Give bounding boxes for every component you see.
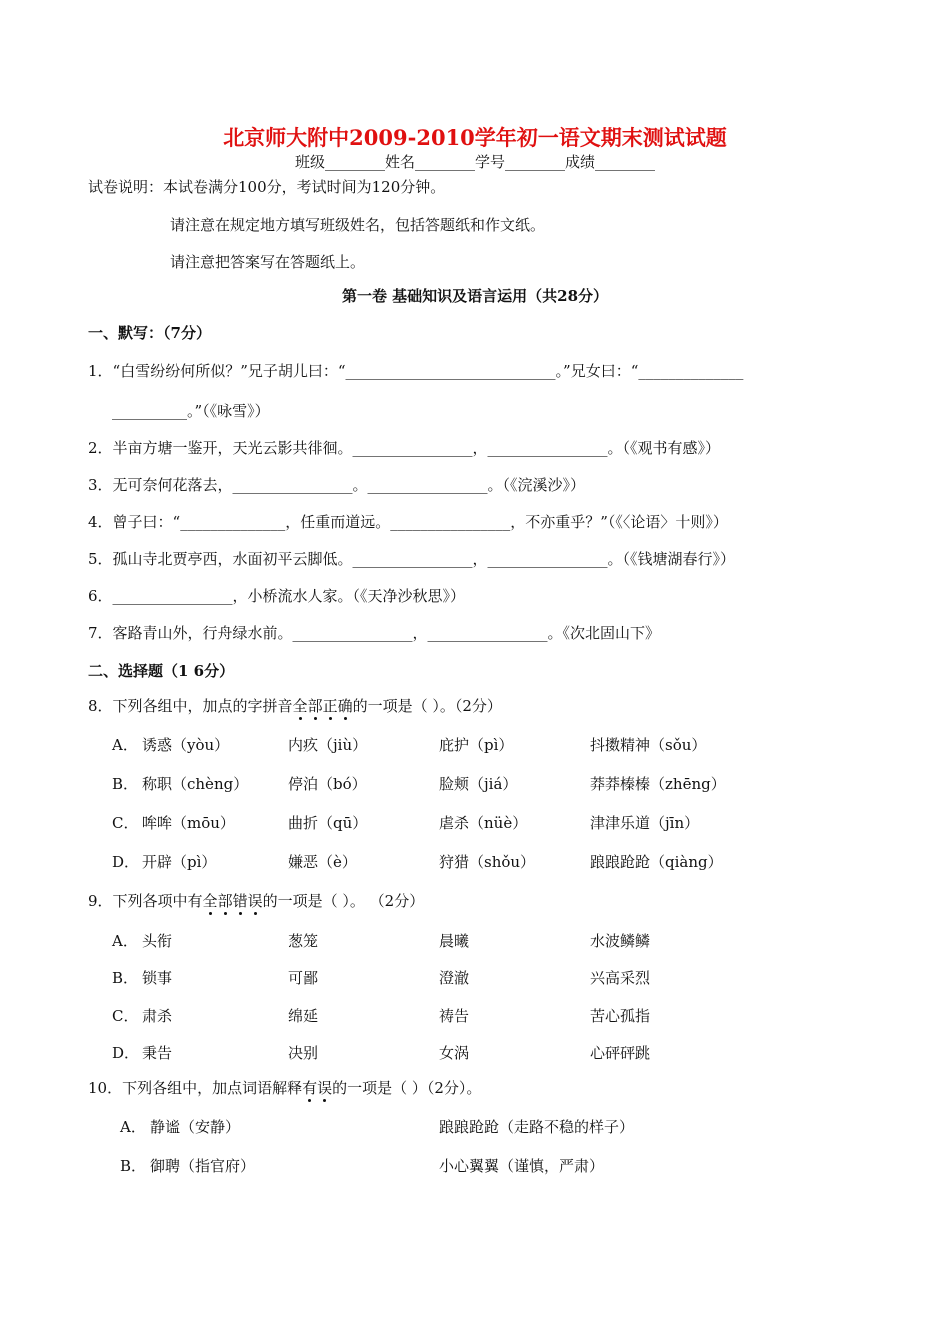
- option-item: 开辟（pì）: [142, 853, 217, 871]
- dotted-char: 错: [232, 892, 248, 910]
- section1-heading: 一、默写：（7分）: [88, 324, 211, 342]
- question-8-prefix: 8．下列各组中，加点的字拼音: [88, 697, 293, 715]
- option-item: 抖擞精神（sǒu）: [590, 736, 707, 754]
- option-item: 晨曦: [439, 932, 470, 950]
- option-item: 诱惑（yòu）: [142, 736, 230, 754]
- question-10-suffix: 的一项是（ ）（2分）。: [332, 1079, 482, 1097]
- dotted-char: 误: [247, 892, 263, 910]
- option-item: 女涡: [439, 1044, 470, 1062]
- option-item: 心砰砰跳: [590, 1044, 651, 1062]
- option-item: 静谧（安静）: [150, 1118, 241, 1136]
- dotted-char: 确: [337, 697, 353, 715]
- dotted-char: 正: [322, 697, 338, 715]
- option-item: 御聘（指官府）: [150, 1157, 256, 1175]
- option-item: 祷告: [439, 1007, 470, 1025]
- option-item: 苦心孤指: [590, 1007, 651, 1025]
- option-item: 可鄙: [288, 969, 319, 987]
- option-item: 秉告: [142, 1044, 173, 1062]
- volume-title: 第一卷 基础知识及语言运用（共28分）: [341, 287, 609, 305]
- section2-heading: 二、选择题（1 6分）: [88, 662, 235, 680]
- option-label: C．: [112, 1007, 139, 1025]
- question-9-suffix: 的一项是（ ）。 （2分）: [262, 892, 425, 910]
- option-item: 哞哞（mōu）: [142, 814, 235, 832]
- dotted-char: 全: [202, 892, 218, 910]
- option-item: 庇护（pì）: [439, 736, 514, 754]
- question-1-line-2: __________。”（《咏雪》）: [112, 402, 270, 420]
- question-6: 6．________________，小桥流水人家。（《天净沙秋思》）: [88, 587, 466, 605]
- option-item: 决别: [288, 1044, 319, 1062]
- option-item: 水波鳞鳞: [590, 932, 651, 950]
- option-label: B．: [112, 775, 139, 793]
- option-item: 曲折（qū）: [288, 814, 368, 832]
- question-8-suffix: 的一项是（ ）。（2分）: [352, 697, 502, 715]
- dotted-char: 误: [317, 1079, 333, 1097]
- option-label: A．: [112, 736, 138, 754]
- dotted-char: 有: [302, 1079, 318, 1097]
- exam-title: 北京师大附中2009-2010学年初一语文期末测试试题: [223, 125, 727, 150]
- option-item: 内疚（jiù）: [288, 736, 368, 754]
- instructions-line-3: 请注意把答案写在答题纸上。: [170, 253, 366, 271]
- instructions-line-1: 试卷说明：本试卷满分100分，考试时间为120分钟。: [88, 178, 446, 196]
- option-label: A．: [112, 932, 138, 950]
- question-3: 3．无可奈何花落去，________________。________________。（《浣溪沙》）: [88, 476, 586, 494]
- option-label: D．: [112, 1044, 140, 1062]
- option-item: 肃杀: [142, 1007, 173, 1025]
- dotted-char: 部: [307, 697, 323, 715]
- option-item: 津津乐道（jīn）: [590, 814, 700, 832]
- student-info-fields: 班级________姓名________学号________成绩________: [294, 153, 655, 171]
- dotted-char: 全: [292, 697, 308, 715]
- option-item: 葱笼: [288, 932, 319, 950]
- dotted-char: 部: [217, 892, 233, 910]
- option-item: 绵延: [288, 1007, 319, 1025]
- option-item: 莽莽榛榛（zhēng）: [590, 775, 726, 793]
- option-label: D．: [112, 853, 140, 871]
- question-2: 2．半亩方塘一鉴开，天光云影共徘徊。________________，________________。（《观书有感》）: [88, 439, 721, 457]
- question-9-stem: [88, 891, 424, 911]
- question-8-stem: [88, 696, 502, 716]
- question-9-prefix: 9．下列各项中有: [88, 892, 203, 910]
- option-label: B．: [112, 969, 139, 987]
- question-10-prefix: 10．下列各组中，加点词语解释: [88, 1079, 303, 1097]
- option-item: 锁事: [142, 969, 173, 987]
- option-item: 停泊（bó）: [288, 775, 367, 793]
- option-label: A．: [120, 1118, 146, 1136]
- question-1-line-1: 1．“白雪纷纷何所似？”兄子胡儿曰：“____________________________。”兄女曰：“______________: [88, 362, 744, 380]
- option-item: 兴高采烈: [590, 969, 651, 987]
- question-7: 7．客路青山外，行舟绿水前。________________，________________。《次北固山下》: [88, 624, 661, 642]
- option-item: 小心翼翼（谨慎，严肃）: [439, 1157, 605, 1175]
- option-item: 脸颊（jiá）: [439, 775, 518, 793]
- option-item: 澄澈: [439, 969, 470, 987]
- option-label: C．: [112, 814, 139, 832]
- option-item: 虐杀（nüè）: [439, 814, 528, 832]
- option-item: 头衔: [142, 932, 173, 950]
- question-4: 4．曾子曰：“______________，任重而道远。________________，不亦重乎？”（《〈论语〉十则》）: [88, 513, 728, 531]
- question-5: 5．孤山寺北贾亭西，水面初平云脚低。________________，________________。（《钱塘湖春行》）: [88, 550, 736, 568]
- instructions-line-2: 请注意在规定地方填写班级姓名，包括答题纸和作文纸。: [170, 216, 546, 234]
- option-label: B．: [120, 1157, 147, 1175]
- option-item: 踉踉跄跄（走路不稳的样子）: [439, 1118, 635, 1136]
- question-10-stem: [88, 1078, 481, 1098]
- option-item: 狩猎（shǒu）: [439, 853, 536, 871]
- option-item: 称职（chèng）: [142, 775, 249, 793]
- option-item: 踉踉跄跄（qiàng）: [590, 853, 723, 871]
- option-item: 嫌恶（è）: [288, 853, 357, 871]
